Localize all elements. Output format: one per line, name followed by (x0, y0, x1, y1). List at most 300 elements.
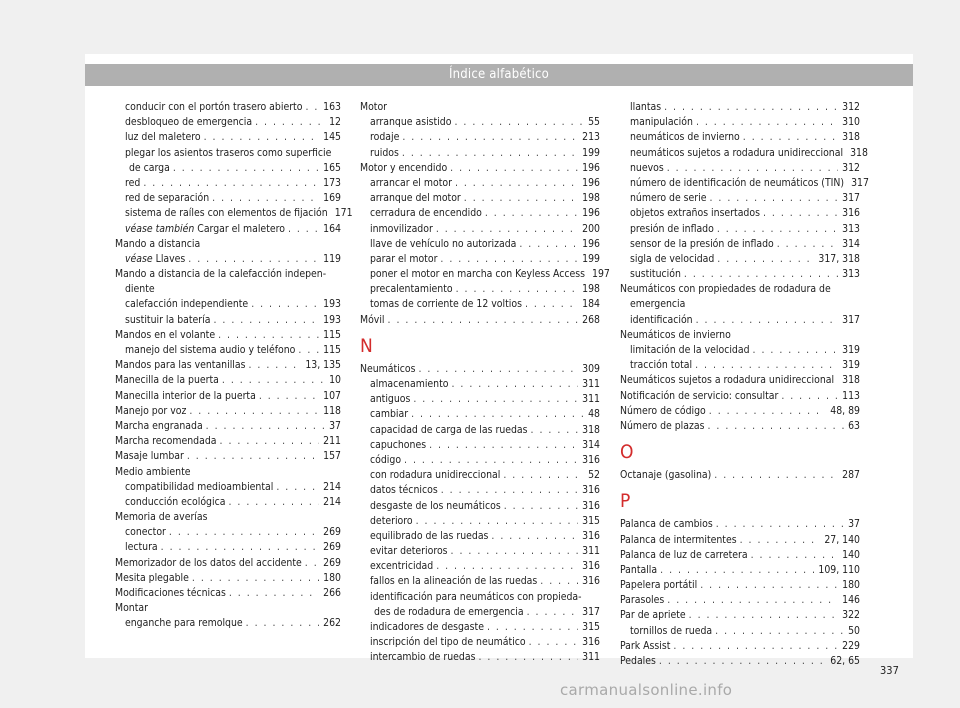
dot-leader (259, 389, 319, 404)
page-reference[interactable]: 229 (842, 639, 860, 652)
index-entry (620, 267, 860, 282)
index-entry (360, 514, 600, 529)
index-entry (360, 297, 600, 312)
index-entry-label (115, 571, 192, 586)
dot-leader (519, 237, 578, 252)
page-reference[interactable]: 312 (842, 101, 860, 113)
page-reference[interactable]: 196 (582, 161, 600, 174)
page-reference[interactable]: 115 (323, 344, 341, 356)
index-entry-label (630, 358, 695, 373)
index-term: emergencia (630, 298, 686, 311)
index-term: Número de plazas (620, 419, 705, 432)
index-entry-label (370, 297, 525, 312)
index-entry (360, 191, 600, 206)
index-term: cambiar (370, 408, 409, 421)
index-term: red de separación (125, 192, 210, 205)
index-entry-label (115, 373, 222, 388)
index-entry (360, 100, 600, 115)
page-reference[interactable]: 315 (582, 621, 600, 633)
page-reference[interactable]: 193 (323, 313, 341, 326)
dot-leader (218, 328, 319, 343)
page-reference[interactable]: 211 (323, 435, 341, 448)
dot-leader (249, 358, 302, 373)
dot-leader (696, 115, 838, 130)
index-entry-label (125, 297, 251, 312)
index-entry (115, 267, 341, 282)
index-term: capuchones (370, 438, 427, 451)
index-entry-label (125, 222, 288, 237)
dot-leader (715, 624, 844, 639)
index-entry (115, 480, 341, 495)
index-entry (360, 267, 610, 282)
page-reference[interactable]: 314 (842, 237, 860, 250)
index-entry-label (360, 313, 388, 328)
index-term: deterioro (370, 514, 413, 527)
page-reference[interactable]: 318 (850, 146, 868, 159)
index-entry (360, 544, 600, 559)
index-entry (620, 222, 860, 237)
index-entry (620, 313, 860, 328)
index-term: lectura (125, 541, 158, 554)
page-reference[interactable]: 317 (582, 605, 600, 618)
page-reference[interactable]: 63 (848, 419, 860, 432)
dot-leader (450, 161, 578, 176)
page-reference[interactable]: 314 (582, 438, 600, 451)
dot-leader (763, 206, 838, 221)
page-reference[interactable]: 213 (582, 131, 600, 144)
dot-leader (777, 237, 838, 252)
dot-leader (229, 586, 319, 601)
index-entry-label (370, 574, 540, 589)
index-entry (115, 115, 341, 130)
dot-leader (404, 453, 578, 468)
index-term: rodaje (370, 131, 400, 144)
page-reference[interactable]: 180 (842, 579, 860, 592)
page-reference[interactable]: 317 (851, 176, 869, 189)
index-entry (115, 297, 341, 312)
page-reference[interactable]: 37 (329, 419, 341, 432)
index-entry (115, 222, 341, 237)
index-term: ruidos (370, 146, 399, 159)
page-reference[interactable]: 318 (842, 131, 860, 144)
dot-leader (402, 130, 578, 145)
dot-leader (487, 620, 578, 635)
dot-leader (441, 483, 578, 498)
index-term: parar el motor (370, 252, 438, 265)
index-entry-label (370, 453, 404, 468)
index-term: conducir con el portón trasero abierto (125, 101, 303, 113)
index-entry (620, 115, 860, 130)
dot-leader (173, 161, 319, 176)
page-reference[interactable]: 193 (323, 298, 341, 311)
index-entry (360, 438, 600, 453)
page-reference[interactable]: 316 (582, 499, 600, 512)
index-term: enganche para remolque (125, 617, 243, 630)
index-term: Neumáticos con propiedades de rodadura de (620, 283, 831, 296)
dot-leader (525, 297, 578, 312)
index-term: llave de vehículo no autorizada (370, 237, 517, 250)
page-reference[interactable]: 52 (588, 469, 600, 482)
index-term: Octanaje (gasolina) (620, 469, 712, 482)
page-reference[interactable]: 196 (582, 207, 600, 220)
index-term: indicadores de desgaste (370, 621, 484, 633)
index-entry-label (370, 514, 416, 529)
page-reference[interactable]: 157 (323, 450, 341, 463)
page-reference[interactable]: 266 (323, 587, 341, 599)
cross-reference-prefix: véase (125, 252, 153, 265)
index-entry-label (620, 404, 709, 419)
dot-leader (531, 423, 579, 438)
dot-leader (440, 252, 578, 267)
index-entry-label (630, 313, 696, 328)
page-reference[interactable]: 316 (582, 636, 600, 649)
index-entry (360, 392, 600, 407)
index-term: Palanca de luz de carretera (620, 548, 748, 561)
index-entry-label (125, 252, 188, 267)
page-reference[interactable]: 311 (582, 393, 600, 406)
page-reference[interactable]: 171 (334, 207, 353, 220)
index-entry-label (370, 529, 491, 544)
dot-leader (456, 282, 579, 297)
index-entry-label (620, 282, 834, 297)
index-entry (115, 556, 341, 571)
page-reference[interactable]: 115 (323, 328, 341, 341)
index-entry-label (370, 559, 436, 574)
index-entry (115, 465, 341, 480)
dot-leader (667, 593, 838, 608)
index-term: código (370, 453, 402, 466)
index-entry (360, 453, 600, 468)
page-reference[interactable]: 48 (588, 408, 600, 421)
dot-leader (740, 533, 821, 548)
index-entry-label (620, 517, 716, 532)
page-reference[interactable]: 146 (842, 594, 860, 607)
dot-leader (696, 313, 839, 328)
page-reference[interactable]: 316 (582, 575, 600, 588)
index-entry-label (125, 282, 158, 297)
index-entry-label (370, 620, 487, 635)
dot-leader (454, 115, 584, 130)
index-term: Móvil (360, 313, 385, 326)
page-reference[interactable]: 107 (323, 389, 341, 402)
dot-leader (503, 468, 584, 483)
index-entry (360, 237, 600, 252)
page-reference[interactable]: 165 (323, 161, 341, 174)
index-term: Medio ambiente (115, 465, 191, 478)
page-reference[interactable]: 316 (842, 207, 860, 220)
page-reference[interactable]: 315 (582, 514, 600, 527)
index-entry-label (115, 358, 249, 373)
index-entry (360, 313, 600, 328)
page-reference[interactable]: 309 (582, 362, 600, 375)
page-reference[interactable]: 163 (323, 101, 341, 113)
page-reference[interactable]: 48, 89 (830, 404, 860, 417)
page-reference[interactable]: 312 (842, 161, 860, 174)
index-term: Pantalla (620, 563, 658, 576)
index-term: tracción total (630, 359, 693, 372)
index-entry-label (370, 635, 529, 650)
index-entry-label (620, 578, 700, 593)
index-term: poner el motor en marcha con Keyless Access (370, 268, 586, 281)
index-entry (360, 161, 600, 176)
index-entry (620, 176, 869, 191)
index-term: plegar los asientos traseros como superficie (125, 146, 332, 159)
index-term: Masaje lumbar (115, 450, 184, 463)
page-reference[interactable]: 113 (842, 389, 860, 402)
index-entry-label (370, 407, 411, 422)
cross-reference-target[interactable]: Cargar el maletero (197, 222, 285, 235)
index-entry-label (630, 267, 684, 282)
index-term: Notificación de servicio: consultar (620, 389, 779, 402)
index-entry (360, 407, 600, 422)
index-entry-label (115, 404, 189, 419)
index-entry-label (630, 222, 717, 237)
index-entry (115, 130, 341, 145)
page-reference[interactable]: 310 (842, 116, 860, 129)
index-term: arrancar el motor (370, 176, 452, 189)
page-reference[interactable]: 199 (582, 146, 600, 159)
page-reference[interactable]: 313 (842, 268, 860, 281)
index-entry (360, 468, 600, 483)
index-entry (115, 161, 341, 176)
page-reference[interactable]: 198 (582, 192, 600, 205)
page-reference[interactable]: 180 (323, 571, 341, 584)
index-entry (360, 529, 600, 544)
page-reference[interactable]: 269 (323, 541, 341, 554)
index-term: Manecilla interior de la puerta (115, 389, 256, 402)
index-term: Papelera portátil (620, 579, 698, 592)
dot-leader (451, 377, 578, 392)
page-reference[interactable]: 269 (323, 526, 341, 539)
index-entry-label (360, 100, 390, 115)
page-reference[interactable]: 311 (582, 651, 600, 664)
index-term: diente (125, 283, 155, 296)
index-entry-label (115, 389, 259, 404)
index-term: datos técnicos (370, 484, 438, 497)
index-entry-label (360, 161, 450, 176)
dot-leader (388, 313, 579, 328)
index-term: Número de código (620, 404, 706, 417)
page-reference[interactable]: 27, 140 (824, 533, 860, 546)
index-term: Neumáticos de invierno (620, 328, 731, 341)
page-reference[interactable]: 10 (329, 374, 341, 387)
index-entry-label (125, 616, 246, 631)
page-reference[interactable]: 50 (848, 624, 860, 637)
page-reference[interactable]: 118 (323, 404, 341, 417)
index-entry-label (370, 438, 429, 453)
dot-leader (402, 146, 578, 161)
dot-leader (527, 605, 579, 620)
page-reference[interactable]: 145 (323, 131, 341, 144)
page-reference[interactable]: 197 (592, 268, 610, 281)
page-reference[interactable]: 13, 135 (305, 359, 341, 372)
page-reference[interactable]: 287 (842, 469, 860, 482)
page-reference[interactable]: 317 (842, 313, 860, 326)
index-term: Pedales (620, 655, 656, 667)
index-entry (360, 423, 600, 438)
page-reference[interactable]: 319 (842, 344, 860, 356)
index-term: Manejo por voz (115, 404, 187, 417)
index-entry-label (115, 237, 203, 252)
page-reference[interactable]: 55 (588, 116, 600, 129)
page-reference[interactable]: 316 (582, 560, 600, 573)
index-entry-label (370, 499, 504, 514)
index-term: red (125, 176, 141, 189)
index-entry-label (125, 540, 161, 555)
page-reference[interactable]: 214 (323, 480, 341, 493)
page-reference[interactable]: 268 (582, 313, 600, 326)
index-term: Memorizador de los datos del accidente (115, 556, 302, 569)
dot-leader (753, 343, 839, 358)
index-term: Modificaciones técnicas (115, 587, 226, 599)
page-reference[interactable]: 316 (582, 484, 600, 497)
index-entry (115, 404, 341, 419)
index-entry (620, 328, 860, 343)
index-entry-label (370, 146, 402, 161)
dot-leader (288, 222, 319, 237)
index-entry (620, 343, 860, 358)
page-reference[interactable]: 317, 318 (818, 252, 860, 265)
dot-leader (660, 563, 814, 578)
index-entry-label (630, 146, 846, 161)
index-term: Palanca de intermitentes (620, 533, 737, 546)
page-reference[interactable]: 311 (582, 545, 600, 558)
page-reference[interactable]: 322 (842, 609, 860, 622)
page-reference[interactable]: 313 (842, 222, 860, 235)
section-letter: N (360, 334, 373, 357)
page-reference[interactable]: 198 (582, 283, 600, 296)
index-entry-label (630, 161, 667, 176)
index-term: Montar (115, 602, 148, 615)
index-entry-label (630, 343, 753, 358)
index-entry-label (125, 206, 331, 221)
page-reference[interactable]: 62, 65 (830, 655, 860, 667)
index-term: desbloqueo de emergencia (125, 116, 253, 129)
index-entry-label (370, 206, 485, 221)
dot-leader (684, 267, 838, 282)
index-entry (115, 313, 341, 328)
index-term: número de identificación de neumáticos (TIN) (630, 176, 845, 189)
page-reference[interactable]: 317 (842, 192, 860, 205)
cross-reference-target[interactable]: Llaves (155, 252, 186, 265)
dot-leader (659, 654, 826, 669)
index-entry (620, 517, 860, 532)
page-reference[interactable]: 319 (842, 359, 860, 372)
dot-leader (436, 222, 578, 237)
dot-leader (222, 373, 325, 388)
index-entry (360, 635, 600, 650)
dot-leader (220, 434, 320, 449)
index-entry-label (115, 510, 211, 525)
page-reference[interactable]: 184 (582, 298, 600, 311)
dot-leader (664, 100, 838, 115)
page-reference[interactable]: 173 (323, 176, 341, 189)
dot-leader (255, 115, 325, 130)
index-entry-label (620, 328, 734, 343)
index-entry (115, 434, 341, 449)
index-entry (115, 237, 341, 252)
index-term: llantas (630, 101, 662, 113)
page-reference[interactable]: 196 (582, 176, 600, 189)
index-entry-label (620, 639, 673, 654)
index-entry-label (125, 115, 255, 130)
page-reference[interactable]: 262 (323, 617, 341, 630)
index-entry-label (115, 419, 206, 434)
index-term: objetos extraños insertados (630, 207, 760, 220)
index-entry (360, 362, 600, 377)
dot-leader (305, 556, 319, 571)
index-column-2 (360, 100, 610, 666)
index-term: sustitución (630, 268, 681, 281)
index-entry-label (620, 468, 714, 483)
index-entry (620, 578, 860, 593)
page-reference[interactable]: 316 (582, 453, 600, 466)
watermark-text[interactable]: carmanualsonline.info (560, 681, 733, 699)
index-entry (115, 146, 341, 161)
page-reference[interactable]: 196 (582, 237, 600, 250)
index-column-3 (620, 100, 869, 669)
dot-leader (161, 540, 320, 555)
index-term: almacenamiento (370, 378, 449, 390)
index-term: sistema de raíles con elementos de fijación (125, 207, 328, 220)
page-reference[interactable]: 199 (582, 252, 600, 265)
index-entry-label (620, 563, 660, 578)
index-entry-label (630, 176, 847, 191)
index-term: des de rodadura de emergencia (374, 605, 524, 618)
index-term: arranque asistido (370, 116, 452, 129)
dot-leader (276, 480, 319, 495)
index-entry (620, 389, 860, 404)
index-entry (620, 358, 860, 373)
index-entry-label (370, 423, 531, 438)
page-reference[interactable]: 37 (848, 518, 860, 531)
index-entry (620, 282, 860, 297)
page-reference[interactable]: 109, 110 (818, 563, 860, 576)
index-entry (620, 404, 860, 419)
index-entry (620, 608, 860, 623)
index-entry (620, 130, 860, 145)
page-reference[interactable]: 214 (323, 495, 341, 508)
dot-leader (416, 514, 579, 529)
page-reference[interactable]: 140 (842, 548, 860, 561)
page-reference[interactable]: 119 (323, 252, 341, 265)
page-reference[interactable]: 316 (582, 529, 600, 542)
index-entry (620, 533, 860, 548)
page-reference[interactable]: 318 (582, 423, 600, 436)
page-reference[interactable]: 269 (323, 556, 341, 569)
index-term: intercambio de ruedas (370, 651, 476, 664)
index-entry (620, 593, 860, 608)
page-reference[interactable]: 318 (842, 374, 860, 387)
index-term: luz del maletero (125, 131, 201, 144)
page-reference[interactable]: 164 (323, 222, 341, 235)
page-reference[interactable]: 311 (582, 378, 600, 390)
index-entry (115, 252, 341, 267)
page-reference[interactable]: 200 (582, 222, 600, 235)
page-reference[interactable]: 12 (329, 116, 341, 129)
index-term: Mando a distancia (115, 237, 201, 250)
dot-leader (419, 362, 579, 377)
index-term: Par de apriete (620, 609, 686, 622)
page-reference[interactable]: 169 (323, 192, 341, 205)
index-term: identificación para neumáticos con propieda- (370, 590, 582, 603)
dot-leader (708, 419, 845, 434)
dot-leader (695, 358, 838, 373)
index-term: arranque del motor (370, 192, 461, 205)
index-entry (360, 222, 600, 237)
index-term: identificación (630, 313, 693, 326)
dot-leader (246, 616, 319, 631)
